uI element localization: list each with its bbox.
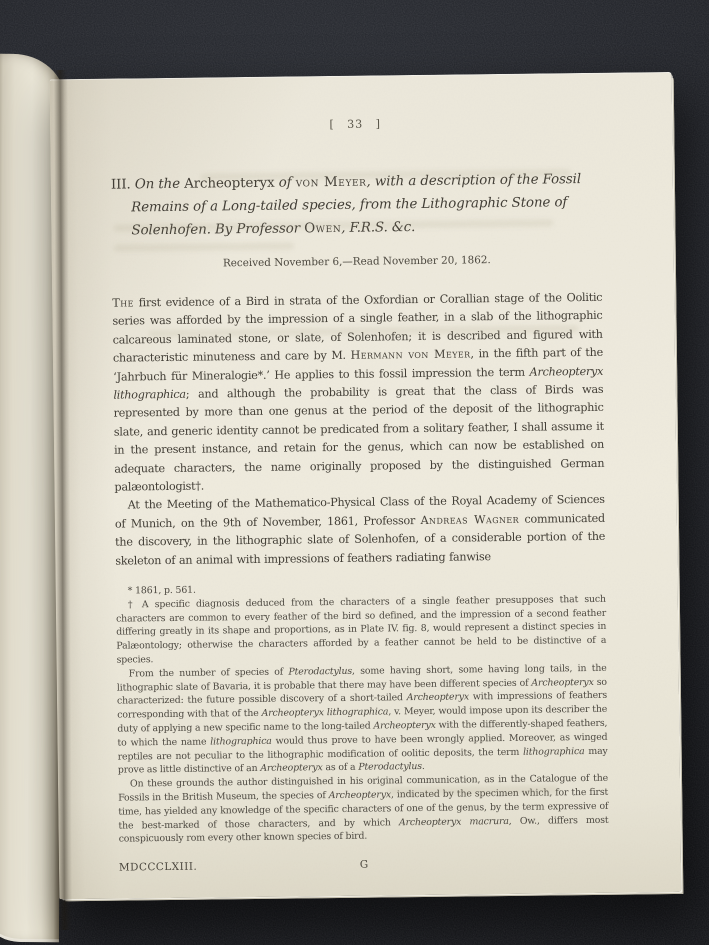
- footnote-text-segment: , v. Meyer, would impose upon its describer the duty of applying a new specific name to the long-tailed: [117, 704, 608, 735]
- species-name: Archeopteryx: [328, 789, 392, 802]
- species-name: Archeopteryx lithographica: [261, 706, 389, 720]
- species-name: Archeopteryx: [406, 691, 470, 704]
- article-title: [111, 168, 602, 243]
- body-text-segment: At the Meeting of the Mathematico-Physical Class of the Royal Academy of Sciences of Munich, on the 9th of November, 1861, Professor: [114, 493, 605, 531]
- volume-mark: MDCCCLXIII.: [118, 860, 198, 874]
- footnote-text-segment: .: [421, 761, 425, 773]
- footnote-dagger: † A specific diagnosis deduced from the characters of a single feather presupposes that such characters are common to every feather of the bird so defined, and the impression of a second feather differing greatly in its shape and proportions, as in Plate IV. fig. 8, would represent a distinct species in Palæontology; otherwise the characters afforded by a feather cannot be held to be distinctive of a species.: [115, 593, 607, 666]
- footnote-text-segment: , Ow., differs most conspicuously rom every other known species of bird.: [118, 814, 609, 846]
- species-name: Pterodactylus: [358, 761, 422, 774]
- footnote-text-segment: , some having short, some having long tails, in the lithographic slate of Bavaria, it is probable that there may have been different species of: [116, 662, 607, 694]
- footnote-text-segment: From the number of species of: [128, 666, 289, 680]
- name-hermann-von-meyer: Hermann von Meyer: [350, 347, 471, 363]
- page-footer: [119, 856, 609, 878]
- footnote-asterisk: * 1861, p. 561.: [127, 584, 196, 597]
- footnote-grounds: [118, 772, 609, 847]
- species-name: Archeopteryx: [373, 719, 436, 732]
- title-segment: , with a description of the Fossil Remains of a Long-tailed species, from the Lithographic Stone of Solenhofen. By Professor: [131, 172, 582, 239]
- species-name: Archeopteryx: [260, 762, 323, 775]
- body-text-segment: first evidence of a Bird in strata of the Oxfordian or Corallian stage of the Oolitic series was afforded by the impression of a single feather, in a slab of the lithographic calcareous laminated stone, or slate, of Solenhofen; it is described and figured with characteristic minuteness and care by M.: [112, 290, 603, 365]
- book-page: [50, 72, 682, 899]
- signature-mark: G: [359, 858, 369, 871]
- footnotes-block: [116, 579, 609, 847]
- species-name: Archeopteryx lithographica: [113, 364, 604, 402]
- species-name: Archeopteryx: [531, 676, 594, 689]
- title-author-von-meyer: von Meyer: [295, 174, 367, 191]
- footnote-text-segment: so characterized: the future possible discovery of a short-tailed: [116, 676, 607, 708]
- article-body: [112, 289, 605, 571]
- name-andreas-wagner: Andreas Wagner: [420, 512, 520, 527]
- footnote-text-segment: with impressions of feathers corresponding with that of the: [117, 690, 608, 721]
- species-name: lithographica: [522, 745, 585, 758]
- title-section-number: III.: [110, 177, 135, 193]
- title-segment: , F.R.S. &c.: [341, 220, 416, 236]
- body-text-segment: communicated the discovery, in the lithographic slate of Solenhofen, of a considerable portion of the skeleton of an animal with impressions of feathers radiating fanwise: [115, 511, 606, 568]
- footnote-text-segment: , indicated by the specimen which, for the first time, has yielded any knowledge of the specific characters of one of the genus, by the term expressive of the best-marked of those characters, and by which: [118, 786, 609, 832]
- body-text-segment: ; and although the probability is great that the class of Birds was represented by more than one genus at the period of the deposit of the lithographic slate, and generic identity cannot be predicated from a solitary feather, I shall assume it in the present instance, and retain for the genus, which can now be established on adequate characters, the name originally proposed by the distinguished German palæontologist†.: [113, 382, 605, 494]
- footnote-text-segment: may prove as little distinctive of an: [117, 745, 608, 777]
- title-author-owen: Owen: [304, 220, 342, 237]
- footnote-pterodactylus: [117, 662, 608, 778]
- received-read-line: Received November 6,—Read November 20, 1862.: [222, 254, 491, 270]
- title-segment: of: [278, 175, 296, 191]
- species-name: Archeopteryx macrura: [398, 815, 509, 828]
- opening-paragraph: [112, 289, 604, 497]
- footnote-text-segment: On these grounds the author distinguished in his original communication, as in the Catalogue of the Fossils in the British Museum, the species of: [118, 773, 609, 804]
- species-name: lithographica: [210, 735, 272, 748]
- page-number: [ 33 ]: [329, 117, 382, 132]
- footnote-text-segment: would thus prove to have been wrongly applied. Moreover, as winged reptiles are not peculiar to the lithographic modification of oolitic deposits, the term: [117, 731, 608, 763]
- title-segment: On the: [134, 176, 185, 193]
- show-through: [114, 242, 294, 251]
- footnote-text-segment: with the differently-shaped feathers, to which the name: [117, 717, 608, 749]
- body-first-word: The: [112, 296, 134, 310]
- body-text-segment: , in the fifth part of the ‘Jahrbuch für Mineralogie*.’ He applies to this fossil impression the term: [113, 346, 604, 384]
- second-paragraph: [115, 491, 606, 570]
- footnote-text-segment: as of a: [322, 762, 359, 774]
- species-name: Pterodactylus: [288, 665, 353, 678]
- title-genus: Archeopteryx: [184, 175, 279, 192]
